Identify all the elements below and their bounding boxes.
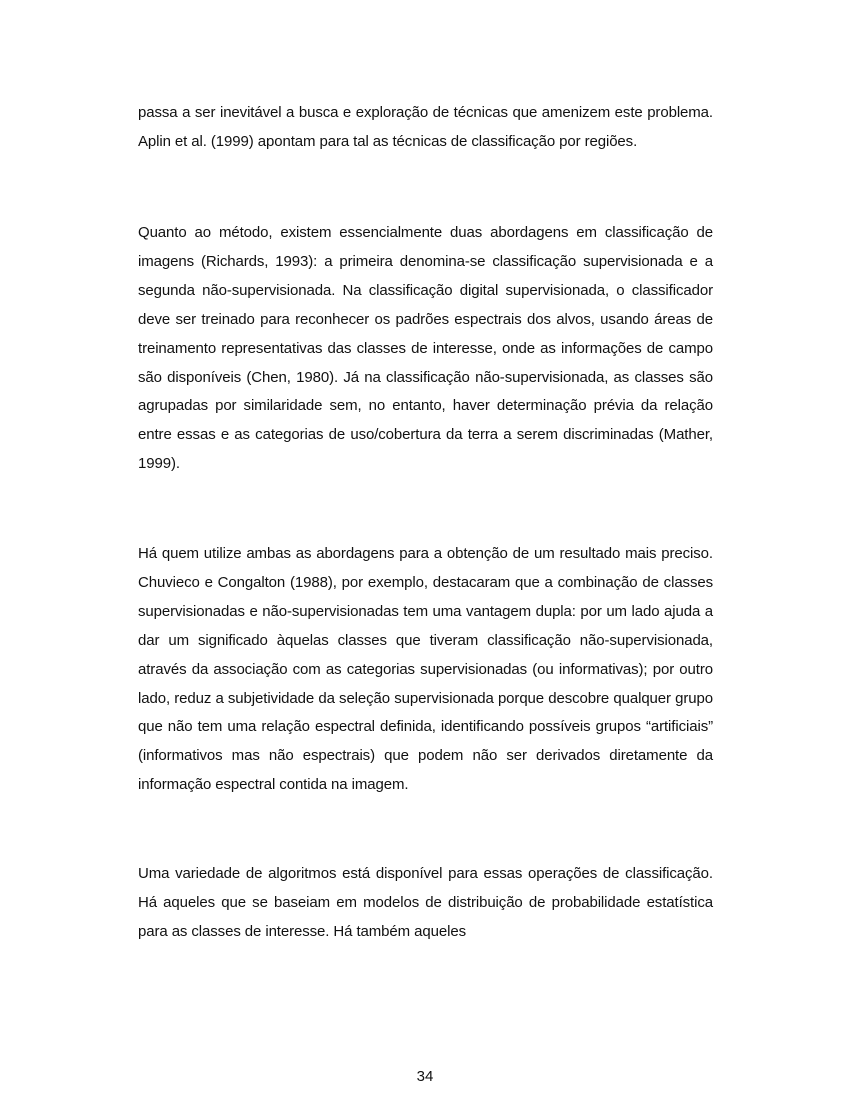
- paragraph-4: Uma variedade de algoritmos está disponível para essas operações de classificação. Há aqueles que se baseiam em modelos de distribuição de probabilidade estatística para as classes de interesse. Há também aqueles: [138, 865, 713, 940]
- paragraph-1: passa a ser inevitável a busca e exploração de técnicas que amenizem este problema. Aplin et al. (1999) apontam para tal as técnicas de classificação por regiões.: [138, 104, 713, 150]
- paragraph-2: Quanto ao método, existem essencialmente duas abordagens em classificação de imagens (Richards, 1993): a primeira denomina-se classificação supervisionada e a segunda não-supervisionada. Na classificação digital supervisionada, o classificador deve ser treinado para reconhecer os padrões espectrais dos alvos, usando áreas de treinamento representativas das classes de interesse, onde as informações de campo são disponíveis (Chen, 1980). Já na classificação não-supervisionada, as classes são agrupadas por similaridade sem, no entanto, haver determinação prévia da relação entre essas e as categorias de uso/cobertura da terra a serem discriminadas (Mather, 1999).: [138, 224, 713, 473]
- page-number: 34: [416, 1068, 434, 1085]
- paragraph-3: Há quem utilize ambas as abordagens para a obtenção de um resultado mais preciso. Chuvieco e Congalton (1988), por exemplo, destacaram que a combinação de classes supervisionadas e não-supervisionadas tem uma vantagem dupla: por um lado ajuda a dar um significado àquelas classes que tiveram classificação não-supervisionada, através da associação com as categorias supervisionadas (ou informativas); por outro lado, reduz a subjetividade da seleção supervisionada porque descobre qualquer grupo que não tem uma relação espectral definida, identificando possíveis grupos “artificiais” (informativos mas não espectrais) que podem não ser derivados diretamente da informação espectral contida na imagem.: [138, 545, 713, 794]
